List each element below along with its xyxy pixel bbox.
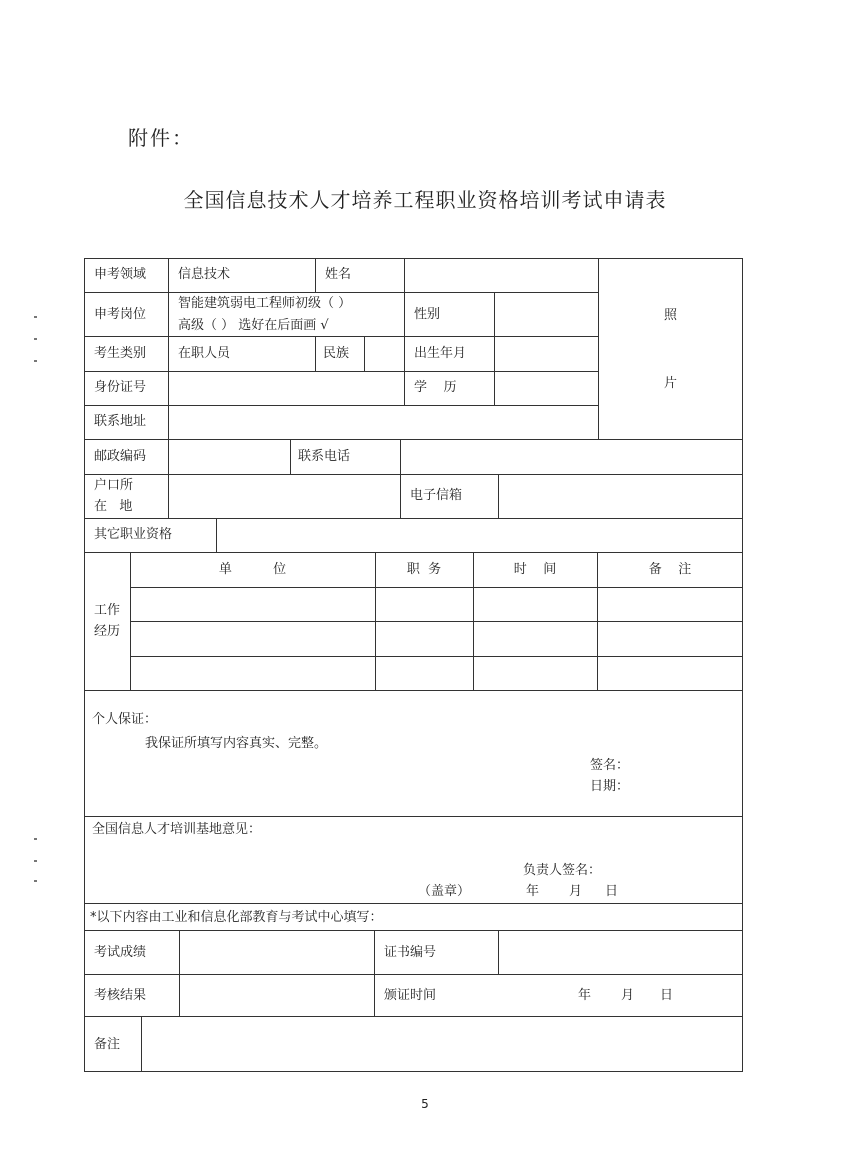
col-line bbox=[179, 930, 180, 1016]
postcode-field[interactable] bbox=[171, 442, 287, 471]
guarantee-title: 个人保证： bbox=[92, 712, 158, 727]
field-value[interactable]: 信息技术 bbox=[178, 267, 231, 282]
field-label: 申考领域 bbox=[94, 267, 147, 282]
col-line bbox=[216, 518, 217, 552]
issue-time-label: 颁证时间 bbox=[384, 988, 437, 1003]
margin-mark bbox=[34, 360, 37, 362]
ethnicity-field[interactable] bbox=[367, 339, 401, 368]
row-line bbox=[84, 816, 743, 817]
col-line bbox=[494, 292, 495, 405]
gender-label: 性别 bbox=[414, 307, 441, 322]
birth-field[interactable] bbox=[497, 339, 595, 368]
date-field[interactable] bbox=[636, 777, 736, 795]
row-line bbox=[84, 903, 743, 904]
row-line bbox=[130, 656, 743, 657]
other-qual-field[interactable] bbox=[219, 521, 740, 549]
col-line bbox=[315, 258, 316, 292]
score-label: 考试成绩 bbox=[94, 945, 147, 960]
education-label: 学 历 bbox=[414, 380, 457, 395]
work-label-2: 经历 bbox=[94, 624, 121, 639]
form-title: 全国信息技术人才培养工程职业资格培训考试申请表 bbox=[183, 188, 667, 212]
row-line bbox=[84, 518, 743, 519]
col-line bbox=[400, 439, 401, 474]
phone-label: 联系电话 bbox=[298, 449, 351, 464]
col-line bbox=[404, 258, 405, 405]
id-field[interactable] bbox=[171, 374, 401, 402]
row-line bbox=[84, 405, 598, 406]
row-line bbox=[84, 292, 598, 293]
postcode-label: 邮政编码 bbox=[94, 449, 147, 464]
col-line bbox=[168, 474, 169, 518]
photo-char-1: 照 bbox=[664, 308, 678, 323]
day-label: 日 bbox=[605, 884, 619, 899]
assess-label: 考核结果 bbox=[94, 988, 147, 1003]
margin-mark bbox=[34, 838, 37, 840]
seal-label: （盖章） bbox=[418, 884, 471, 899]
year-label: 年 bbox=[526, 884, 540, 899]
work-header-unit: 单 位 bbox=[218, 562, 287, 577]
work-header-time: 时 间 bbox=[513, 562, 557, 577]
work-header-remark: 备 注 bbox=[648, 562, 692, 577]
email-field[interactable] bbox=[501, 477, 740, 515]
col-line bbox=[315, 336, 316, 371]
row-line bbox=[84, 371, 598, 372]
assess-field[interactable] bbox=[182, 977, 371, 1013]
cert-no-field[interactable] bbox=[501, 933, 740, 971]
photo-char-2: 片 bbox=[664, 376, 678, 391]
col-line bbox=[290, 439, 291, 474]
remark-label: 备注 bbox=[94, 1037, 121, 1052]
table-row[interactable] bbox=[133, 624, 740, 653]
position-label: 申考岗位 bbox=[94, 307, 147, 322]
name-label: 姓名 bbox=[325, 267, 352, 282]
page-number: 5 bbox=[421, 1097, 429, 1111]
base-opinion-label: 全国信息人才培训基地意见： bbox=[92, 822, 262, 837]
responsible-sign-label: 负责人签名： bbox=[523, 863, 602, 878]
issue-year-label: 年 bbox=[578, 988, 592, 1003]
table-row[interactable] bbox=[133, 659, 740, 687]
ethnicity-label: 民族 bbox=[323, 346, 350, 361]
category-label: 考生类别 bbox=[94, 346, 147, 361]
guarantee-text: 我保证所填写内容真实、完整。 bbox=[145, 736, 328, 751]
photo-box[interactable] bbox=[600, 260, 740, 436]
row-line bbox=[84, 439, 743, 440]
birth-label: 出生年月 bbox=[414, 346, 467, 361]
row-line bbox=[84, 1016, 743, 1017]
hukou-field[interactable] bbox=[171, 477, 397, 515]
work-label-1: 工作 bbox=[94, 603, 121, 618]
row-line bbox=[84, 690, 743, 691]
col-line bbox=[168, 258, 169, 474]
address-field[interactable] bbox=[171, 408, 595, 436]
id-label: 身份证号 bbox=[94, 380, 147, 395]
col-line bbox=[374, 930, 375, 1016]
row-line bbox=[130, 587, 743, 588]
remark-field[interactable] bbox=[144, 1019, 740, 1069]
margin-mark bbox=[34, 880, 37, 882]
col-line bbox=[598, 258, 599, 439]
col-line bbox=[498, 930, 499, 974]
position-line-2[interactable]: 高级（ ） 选好在后面画 √ bbox=[178, 318, 329, 333]
hukou-label-2: 在 地 bbox=[94, 499, 133, 514]
col-line bbox=[400, 474, 401, 518]
row-line bbox=[84, 974, 743, 975]
work-header-title: 职 务 bbox=[406, 562, 442, 577]
score-field[interactable] bbox=[182, 933, 371, 971]
email-label: 电子信箱 bbox=[410, 488, 463, 503]
sign-field[interactable] bbox=[636, 756, 736, 774]
gender-field[interactable] bbox=[497, 295, 595, 333]
date-label: 日期： bbox=[590, 779, 630, 794]
category-value[interactable]: 在职人员 bbox=[178, 346, 231, 361]
center-note: *以下内容由工业和信息化部教育与考试中心填写： bbox=[90, 910, 383, 925]
col-line bbox=[141, 1016, 142, 1072]
other-qual-label: 其它职业资格 bbox=[94, 527, 173, 542]
sign-label: 签名： bbox=[590, 758, 630, 773]
name-field[interactable] bbox=[408, 262, 594, 288]
margin-mark bbox=[34, 338, 37, 340]
row-line bbox=[84, 336, 598, 337]
col-line bbox=[498, 474, 499, 518]
month-label: 月 bbox=[569, 884, 583, 899]
row-line bbox=[130, 621, 743, 622]
issue-day-label: 日 bbox=[660, 988, 674, 1003]
address-label: 联系地址 bbox=[94, 414, 147, 429]
margin-mark bbox=[34, 860, 37, 862]
col-line bbox=[364, 336, 365, 371]
hukou-label-1: 户口所 bbox=[94, 478, 134, 493]
cert-no-label: 证书编号 bbox=[384, 945, 437, 960]
position-line-1[interactable]: 智能建筑弱电工程师初级（ ） bbox=[178, 296, 352, 311]
row-line bbox=[84, 474, 743, 475]
row-line bbox=[84, 930, 743, 931]
table-row[interactable] bbox=[133, 590, 740, 618]
phone-field[interactable] bbox=[403, 442, 740, 471]
issue-month-label: 月 bbox=[621, 988, 635, 1003]
row-line bbox=[84, 552, 743, 553]
education-field[interactable] bbox=[497, 374, 595, 402]
attachment-label: 附件： bbox=[128, 126, 194, 150]
margin-mark bbox=[34, 316, 37, 318]
